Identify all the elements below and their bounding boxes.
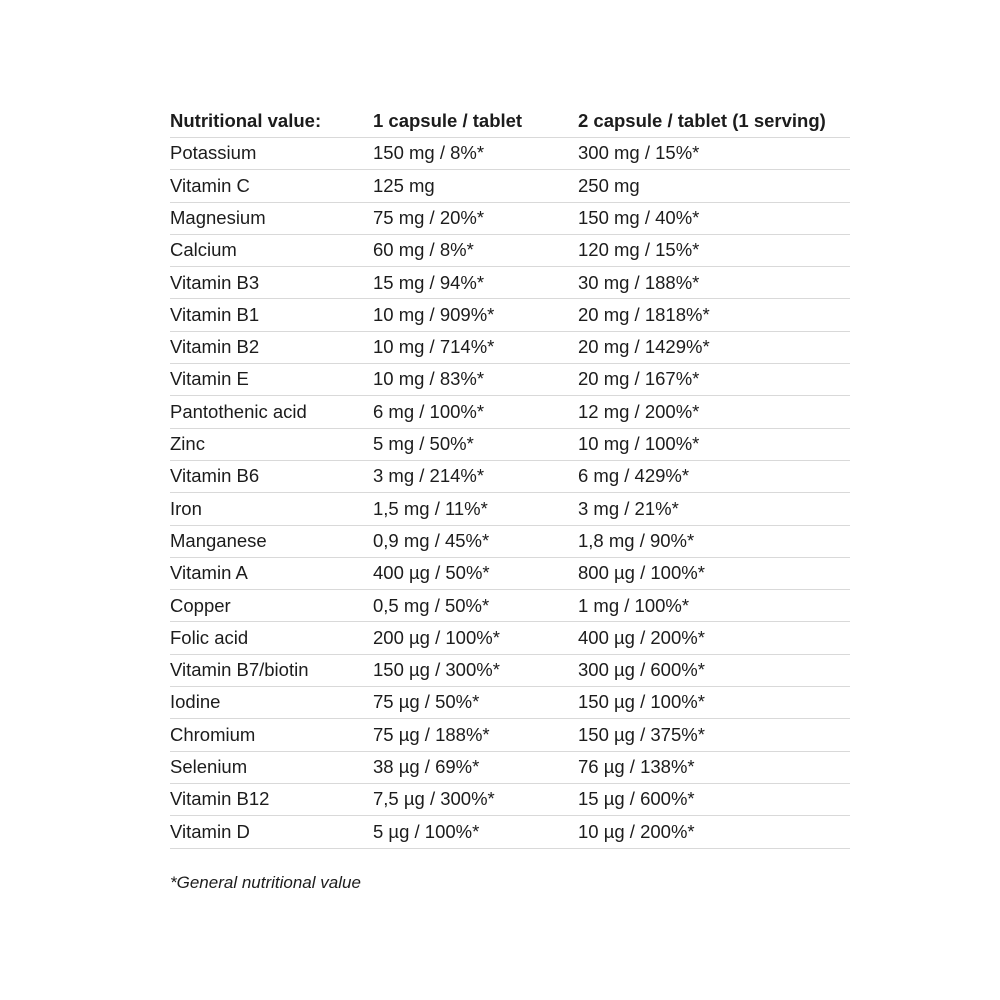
nutrient-name-cell: Folic acid <box>170 626 249 648</box>
table-row <box>170 719 850 751</box>
one-capsule-value-cell: 200 µg / 100%* <box>373 626 500 648</box>
table-body <box>170 138 850 849</box>
nutrient-name-cell: Copper <box>170 594 231 616</box>
nutrient-name-cell: Vitamin B6 <box>170 465 260 487</box>
nutrient-name-cell: Iron <box>170 497 202 519</box>
nutrient-name-cell: Zinc <box>170 433 205 455</box>
nutrient-name-cell: Iodine <box>170 691 221 713</box>
two-capsule-value-cell: 250 mg <box>578 174 640 196</box>
nutrient-name-cell: Vitamin B2 <box>170 336 260 358</box>
table-row <box>170 493 850 525</box>
nutrient-name-cell: Vitamin C <box>170 174 250 196</box>
table-row <box>170 784 850 816</box>
nutrient-name-cell: Vitamin E <box>170 368 249 390</box>
table-row <box>170 138 850 170</box>
two-capsule-value-cell: 150 µg / 100%* <box>578 691 705 713</box>
two-capsule-value-cell: 150 µg / 375%* <box>578 723 705 745</box>
table-row <box>170 622 850 654</box>
nutrient-name-cell: Chromium <box>170 723 256 745</box>
table-row <box>170 235 850 267</box>
one-capsule-value-cell: 6 mg / 100%* <box>373 400 485 422</box>
two-capsule-value-cell: 30 mg / 188%* <box>578 271 700 293</box>
one-capsule-value-cell: 10 mg / 909%* <box>373 303 495 325</box>
nutrient-name-cell: Manganese <box>170 529 267 551</box>
two-capsule-value-cell: 20 mg / 1818%* <box>578 303 710 325</box>
table-row <box>170 655 850 687</box>
one-capsule-value-cell: 5 mg / 50%* <box>373 433 474 455</box>
one-capsule-value-cell: 0,9 mg / 45%* <box>373 529 490 551</box>
nutrient-name-cell: Selenium <box>170 756 248 778</box>
two-capsule-value-cell: 20 mg / 167%* <box>578 368 700 390</box>
two-capsule-value-cell: 6 mg / 429%* <box>578 465 690 487</box>
two-capsule-value-cell: 3 mg / 21%* <box>578 497 679 519</box>
two-capsule-value-cell: 300 µg / 600%* <box>578 659 705 681</box>
table-row <box>170 429 850 461</box>
one-capsule-value-cell: 400 µg / 50%* <box>373 562 490 584</box>
nutrient-name-cell: Vitamin A <box>170 562 248 584</box>
header-nutrient: Nutritional value: <box>170 110 322 132</box>
one-capsule-value-cell: 125 mg <box>373 174 435 196</box>
table-row <box>170 461 850 493</box>
two-capsule-value-cell: 20 mg / 1429%* <box>578 336 710 358</box>
two-capsule-value-cell: 150 mg / 40%* <box>578 206 700 228</box>
one-capsule-value-cell: 3 mg / 214%* <box>373 465 485 487</box>
table-row <box>170 590 850 622</box>
nutrient-name-cell: Potassium <box>170 142 257 164</box>
two-capsule-value-cell: 400 µg / 200%* <box>578 626 705 648</box>
one-capsule-value-cell: 15 mg / 94%* <box>373 271 485 293</box>
nutrient-name-cell: Vitamin B3 <box>170 271 260 293</box>
one-capsule-value-cell: 7,5 µg / 300%* <box>373 788 495 810</box>
two-capsule-value-cell: 1 mg / 100%* <box>578 594 690 616</box>
table-row <box>170 752 850 784</box>
table-row <box>170 364 850 396</box>
one-capsule-value-cell: 150 µg / 300%* <box>373 659 500 681</box>
one-capsule-value-cell: 150 mg / 8%* <box>373 142 485 164</box>
table-row <box>170 526 850 558</box>
nutrient-name-cell: Vitamin B12 <box>170 788 270 810</box>
table-row <box>170 299 850 331</box>
table-row <box>170 267 850 299</box>
nutrient-name-cell: Calcium <box>170 239 237 261</box>
nutrient-name-cell: Pantothenic acid <box>170 400 307 422</box>
nutrient-name-cell: Magnesium <box>170 206 266 228</box>
two-capsule-value-cell: 120 mg / 15%* <box>578 239 700 261</box>
two-capsule-value-cell: 10 µg / 200%* <box>578 820 695 842</box>
nutrition-table <box>170 106 850 849</box>
table-row <box>170 558 850 590</box>
one-capsule-value-cell: 1,5 mg / 11%* <box>373 497 488 519</box>
table-row <box>170 203 850 235</box>
two-capsule-value-cell: 300 mg / 15%* <box>578 142 700 164</box>
table-row <box>170 396 850 428</box>
one-capsule-value-cell: 75 µg / 50%* <box>373 691 480 713</box>
two-capsule-value-cell: 10 mg / 100%* <box>578 433 700 455</box>
one-capsule-value-cell: 75 µg / 188%* <box>373 723 490 745</box>
one-capsule-value-cell: 10 mg / 83%* <box>373 368 485 390</box>
one-capsule-value-cell: 5 µg / 100%* <box>373 820 480 842</box>
footnote: *General nutritional value <box>170 873 361 892</box>
nutrient-name-cell: Vitamin D <box>170 820 250 842</box>
one-capsule-value-cell: 0,5 mg / 50%* <box>373 594 490 616</box>
nutrient-name-cell: Vitamin B7/biotin <box>170 659 309 681</box>
table-header-row <box>170 106 850 138</box>
nutrient-name-cell: Vitamin B1 <box>170 303 260 325</box>
two-capsule-value-cell: 76 µg / 138%* <box>578 756 695 778</box>
header-two-capsules: 2 capsule / tablet (1 serving) <box>578 110 826 132</box>
table-row <box>170 332 850 364</box>
two-capsule-value-cell: 800 µg / 100%* <box>578 562 705 584</box>
header-one-capsule: 1 capsule / tablet <box>373 110 523 132</box>
one-capsule-value-cell: 38 µg / 69%* <box>373 756 480 778</box>
table-row <box>170 687 850 719</box>
two-capsule-value-cell: 12 mg / 200%* <box>578 400 700 422</box>
table-row <box>170 170 850 202</box>
one-capsule-value-cell: 10 mg / 714%* <box>373 336 495 358</box>
table-row <box>170 816 850 848</box>
two-capsule-value-cell: 1,8 mg / 90%* <box>578 529 695 551</box>
one-capsule-value-cell: 75 mg / 20%* <box>373 206 485 228</box>
one-capsule-value-cell: 60 mg / 8%* <box>373 239 474 261</box>
two-capsule-value-cell: 15 µg / 600%* <box>578 788 695 810</box>
